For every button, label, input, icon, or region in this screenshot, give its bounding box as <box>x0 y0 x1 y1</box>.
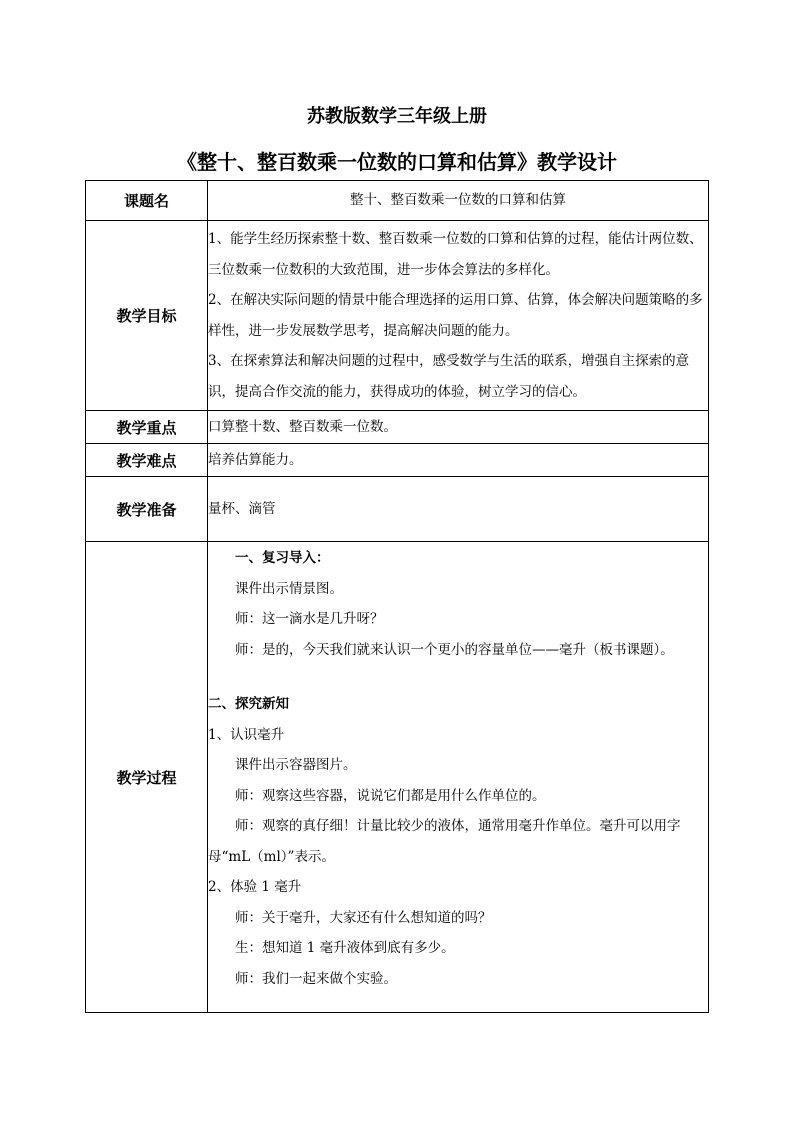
difficulties-label: 教学难点 <box>86 444 208 477</box>
section1-line-1: 课件出示情景图。 <box>235 580 343 597</box>
sub1-line-1: 课件出示容器图片。 <box>235 757 357 773</box>
process-cell <box>208 542 709 1013</box>
table-row-difficulties <box>86 444 709 477</box>
goal-item-1: 1、能学生经历探索整十数、整百数乘一位数的口算和估算的过程，能估计两位数、三位数乘一位数积的大致范围，进一步体会算法的多样化。 <box>208 231 703 278</box>
sub2-line-3: 师：我们一起来做个实验。 <box>235 970 397 987</box>
sub1-line-2: 师：观察这些容器，说说它们都是用什么作单位的。 <box>235 787 546 804</box>
spacer <box>208 665 708 689</box>
section1-line-2: 师：这一滴水是几升呀？ <box>235 611 384 627</box>
sub2-line-2: 生：想知道 1 毫升液体到底有多少。 <box>235 940 455 956</box>
table-row-process <box>86 542 709 1013</box>
preparation-label: 教学准备 <box>86 477 208 542</box>
goals-label: 教学目标 <box>86 221 208 411</box>
section1-heading: 一、复习导入： <box>235 550 330 566</box>
sub1-line-3: 师：观察的真仔细！计量比较少的液体，通常用毫升作单位。毫升可以用字母“mL（ml）”表示。 <box>208 818 681 865</box>
goal-item-3: 3、在探索算法和解决问题的过程中，感受数学与生活的联系，增强自主探索的意识，提高合作交流的能力，获得成功的体验，树立学习的信心。 <box>208 353 690 400</box>
sub2-line-1: 师：关于毫升，大家还有什么想知道的吗？ <box>235 909 492 926</box>
table-row-goals <box>86 221 709 411</box>
goal-item-2: 2、在解决实际问题的情景中能合理选择的运用口算、估算，体会解决问题策略的多样性，进一步发展数学思考，提高解决问题的能力。 <box>208 292 703 339</box>
section2-heading: 二、探究新知 <box>208 696 289 712</box>
section1-line-3: 师：是的，今天我们就来认识一个更小的容量单位——毫升（板书课题）。 <box>235 641 674 658</box>
preparation-value: 量杯、滴管 <box>208 477 709 542</box>
document-subtitle: 《整十、整百数乘一位数的口算和估算》教学设计 <box>177 150 617 174</box>
topic-label: 课题名 <box>86 181 208 221</box>
lesson-plan-table <box>85 180 709 1013</box>
table-row-key-points <box>86 411 709 444</box>
sub1-heading: 1、认识毫升 <box>208 726 285 743</box>
process-label: 教学过程 <box>86 542 208 1013</box>
key-points-label: 教学重点 <box>86 411 208 444</box>
document-title: 苏教版数学三年级上册 <box>307 106 487 127</box>
goals-cell <box>208 221 709 411</box>
sub2-heading: 2、体验 1 毫升 <box>208 879 302 895</box>
table-row-preparation <box>86 477 709 542</box>
key-points-value: 口算整十数、整百数乘一位数。 <box>208 411 709 444</box>
difficulties-value: 培养估算能力。 <box>208 444 709 477</box>
table-row-topic <box>86 181 709 221</box>
topic-value: 整十、整百数乘一位数的口算和估算 <box>208 181 709 221</box>
